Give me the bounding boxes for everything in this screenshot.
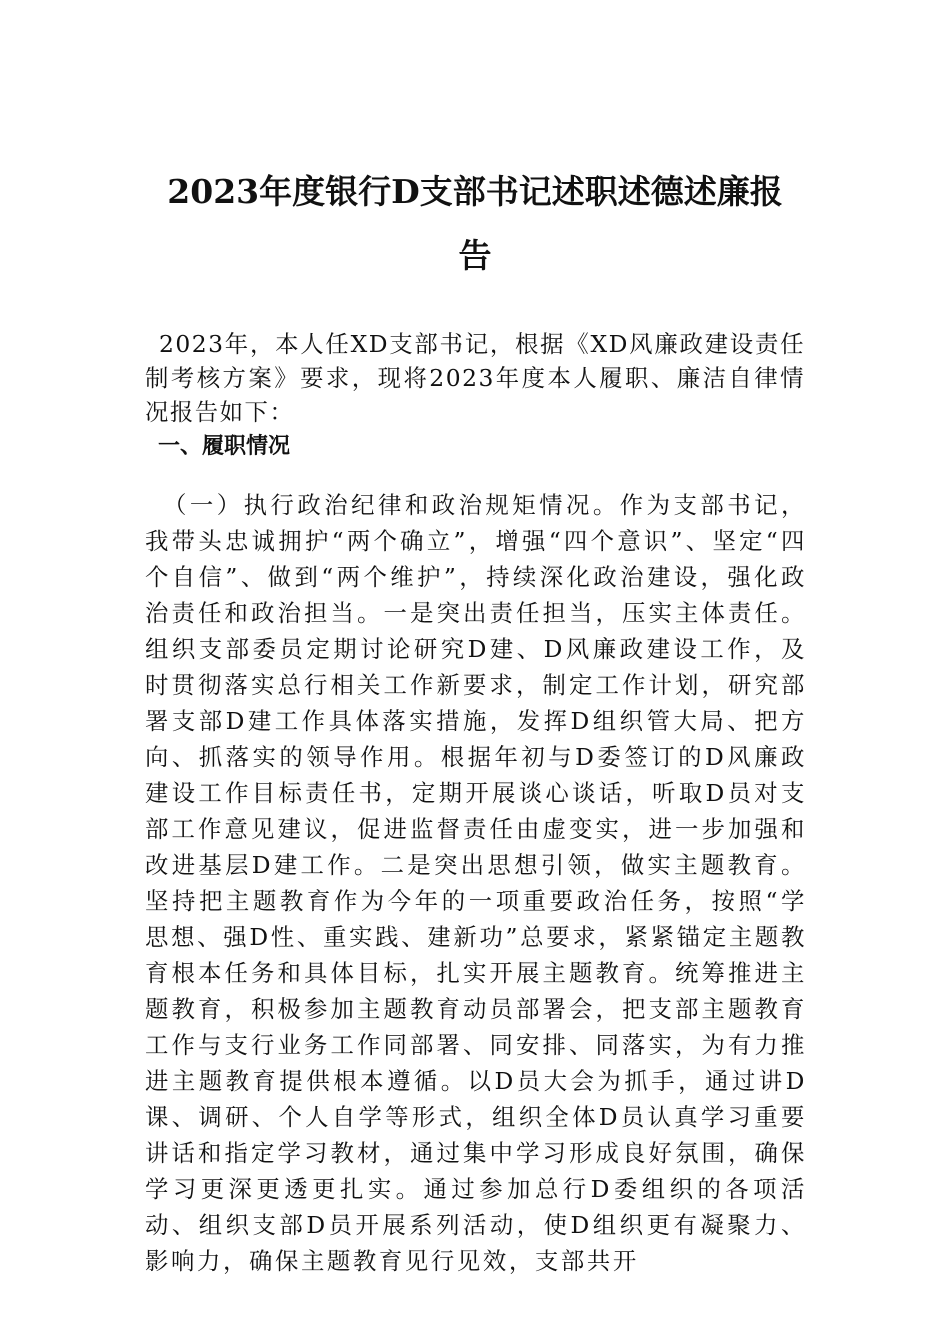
document-title (130, 160, 820, 288)
intro-text: 2023年，本人任XD支部书记，根据《XD风廉政建设责任制考核方案》要求，现将2023年度本人履职、廉洁自律情况报告如下： (145, 330, 805, 426)
title-line-1: 2023年度银行D支部书记述职述德述廉报 (167, 172, 783, 211)
intro-paragraph (145, 327, 805, 429)
title-line-2: 告 (458, 236, 492, 275)
section-paragraph: （一）执行政治纪律和政治规矩情况。作为支部书记，我带头忠诚拥护“两个确立”，增强“四个意识”、坚定“四个自信”、做到“两个维护”，持续深化政治建设，强化政治责任和政治担当。一是突出责任担当，压实主体责任。组织支部委员定期讨论研究D建、D风廉政建设工作，及时贯彻落实总行相关工作新要求，制定工作计划，研究部署支部D建工作具体落实措施，发挥D组织管大局、把方向、抓落实的领导作用。根据年初与D委签订的D风廉政建设工作目标责任书，定期开展谈心谈话，听取D员对支部工作意见建议，促进监督责任由虚变实，进一步加强和改进基层D建工作。二是突出思想引领，做实主题教育。坚持把主题教育作为今年的一项重要政治任务，按照“学思想、强D性、重实践、建新功”总要求，紧紧锚定主题教育根本任务和具体目标，扎实开展主题教育。统筹推进主题教育，积极参加主题教育动员部署会，把支部主题教育工作与支行业务工作同部署、同安排、同落实，为有力推进主题教育提供根本遵循。以D员大会为抓手，通过讲D课、调研、个人自学等形式，组织全体D员认真学习重要讲话和指定学习教材，通过集中学习形成良好氛围，确保学习更深更透更扎实。通过参加总行D委组织的各项活动、组织支部D员开展系列活动，使D组织更有凝聚力、影响力，确保主题教育见行见效，支部共开 (145, 491, 807, 1276)
section-body (145, 464, 807, 1303)
section-heading: 一、履职情况 (158, 434, 291, 459)
